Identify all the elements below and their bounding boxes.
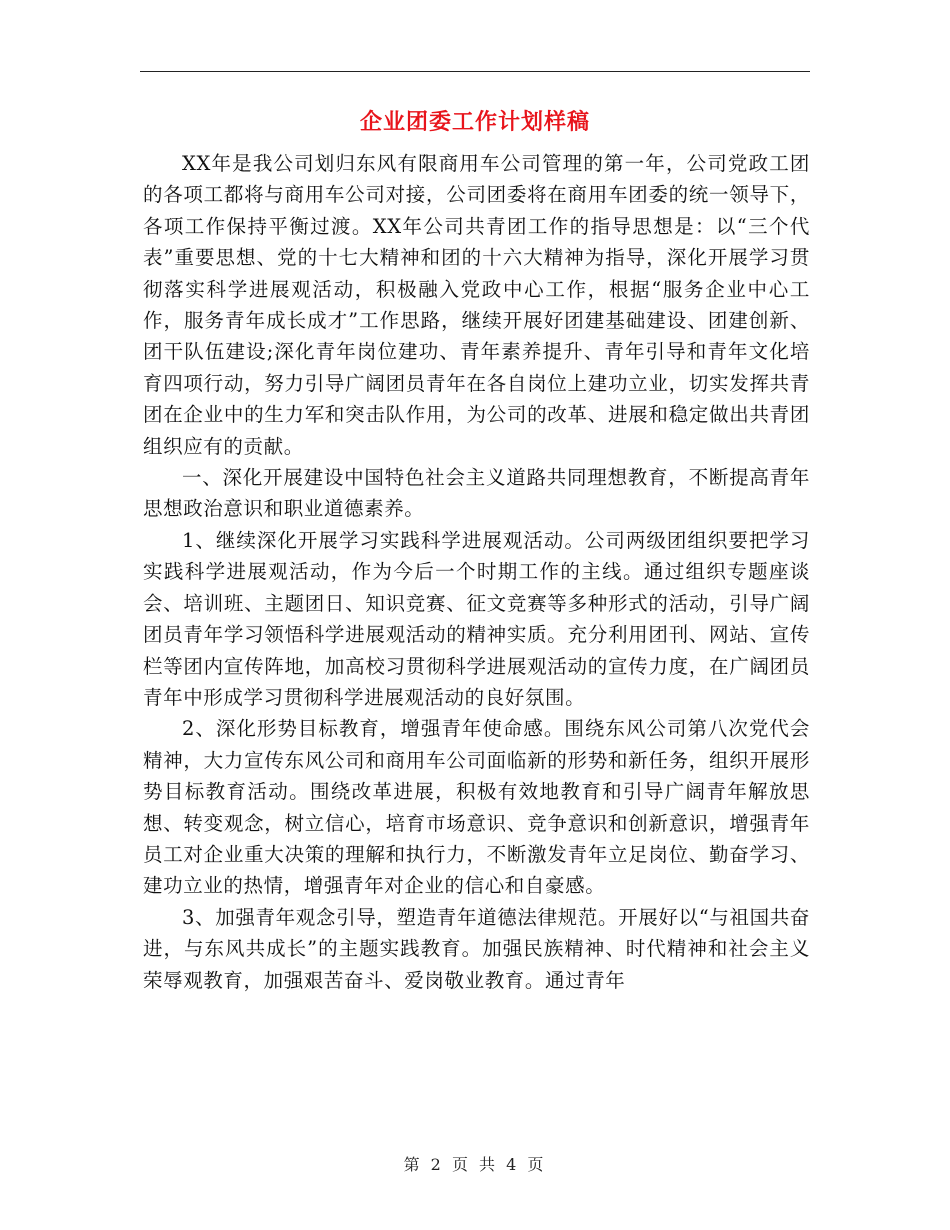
paragraph-item-1: 1、继续深化开展学习实践科学进展观活动。公司两级团组织要把学习实践科学进展观活动，作为今后一个时期工作的主线。通过组织专题座谈会、培训班、主题团日、知识竞赛、征文竞赛等多种形式的活动，引导广阔团员青年学习领悟科学进展观活动的精神实质。充分利用团刊、网站、宣传栏等团内宣传阵地，加高校习贯彻科学进展观活动的宣传力度，在广阔团员青年中形成学习贯彻科学进展观活动的良好氛围。 [143,528,810,709]
header-rule [140,71,810,72]
page-number-footer: 第 2 页 共 4 页 [403,1155,547,1174]
document-body [143,148,810,996]
paragraph-intro: XX年是我公司划归东风有限商用车公司管理的第一年，公司党政工团的各项工都将与商用车公司对接，公司团委将在商用车团委的统一领导下，各项工作保持平衡过渡。XX年公司共青团工作的指导思想是：以“三个代表”重要思想、党的十七大精神和团的十六大精神为指导，深化开展学习贯彻落实科学进展观活动，积极融入党政中心工作，根据“服务企业中心工作，服务青年成长成才”工作思路，继续开展好团建基础建设、团建创新、团干队伍建设;深化青年岗位建功、青年素养提升、青年引导和青年文化培育四项行动，努力引导广阔团员青年在各自岗位上建功立业，切实发挥共青团在企业中的生力军和突击队作用，为公司的改革、进展和稳定做出共青团组织应有的贡献。 [143,152,810,458]
paragraph-item-3: 3、加强青年观念引导，塑造青年道德法律规范。开展好以“与祖国共奋进，与东风共成长”的主题实践教育。加强民族精神、时代精神和社会主义荣辱观教育，加强艰苦奋斗、爱岗敬业教育。通过青年 [143,905,810,992]
paragraph-item-2: 2、深化形势目标教育，增强青年使命感。围绕东风公司第八次党代会精神，大力宣传东风公司和商用车公司面临新的形势和新任务，组织开展形势目标教育活动。围绕改革进展，积极有效地教育和引导广阔青年解放思想、转变观念，树立信心，培育市场意识、竞争意识和创新意识，增强青年员工对企业重大决策的理解和执行力，不断激发青年立足岗位、勤奋学习、建功立业的热情，增强青年对企业的信心和自豪感。 [143,717,810,898]
paragraph-section-1-heading: 一、深化开展建设中国特色社会主义道路共同理想教育，不断提高青年思想政治意识和职业道德素养。 [143,466,810,521]
document-title: 企业团委工作计划样稿 [359,110,590,135]
